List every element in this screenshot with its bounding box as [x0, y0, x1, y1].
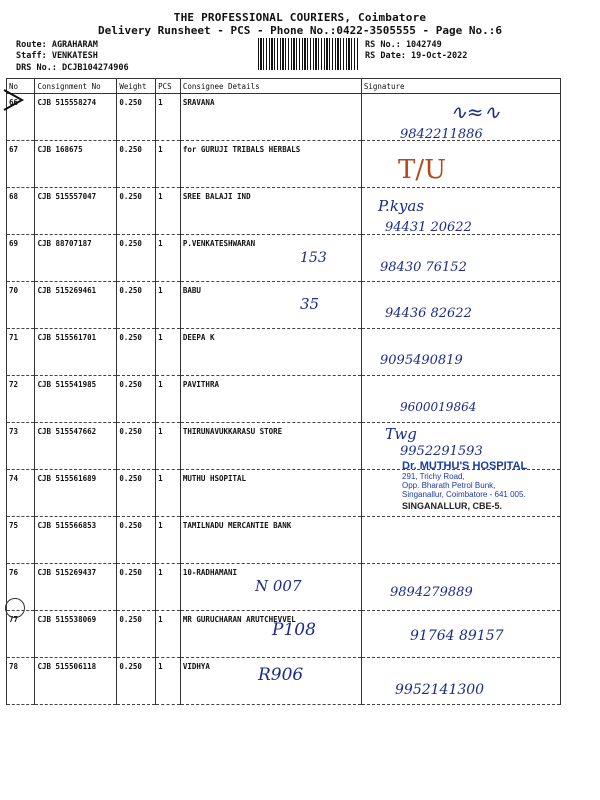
pcs-count: 1: [156, 611, 181, 658]
sign-76b: 9894279889: [390, 585, 473, 600]
weight: 0.250: [117, 141, 156, 188]
weight: 0.250: [117, 329, 156, 376]
col-no: No: [7, 79, 35, 94]
pcs-count: 1: [156, 376, 181, 423]
consignment-number: CJB 515561689: [35, 470, 117, 517]
row-number: 76: [7, 564, 35, 611]
pcs-count: 1: [156, 235, 181, 282]
consignee-details: BABU: [180, 282, 361, 329]
stamp-name: Dr. MUTHU'S HOSPITAL: [402, 460, 528, 472]
arrow-mark: [2, 88, 26, 112]
consignee-details: MR GURUCHARAN ARUTCHEVVEL: [180, 611, 361, 658]
consignee-details: P.VENKATESHWARAN: [180, 235, 361, 282]
company-title: THE PROFESSIONAL COURIERS, Coimbatore: [173, 11, 427, 24]
sign-68b: 94431 20622: [385, 220, 472, 235]
consignment-number: CJB 515269437: [35, 564, 117, 611]
consignment-number: CJB 515561701: [35, 329, 117, 376]
signature-cell: [361, 141, 560, 188]
weight: 0.250: [117, 423, 156, 470]
consignment-number: CJB 515566853: [35, 517, 117, 564]
consignee-details: MUTHU HSOPITAL: [180, 470, 361, 517]
pcs-count: 1: [156, 188, 181, 235]
table-row: [7, 376, 561, 423]
stamp-city: SINGANALLUR, CBE-5.: [402, 501, 503, 511]
pcs-count: 1: [156, 94, 181, 141]
sign-77b: 91764 89157: [410, 628, 504, 644]
pcs-count: 1: [156, 329, 181, 376]
consignee-details: 10-RADHAMANI: [180, 564, 361, 611]
weight: 0.250: [117, 94, 156, 141]
table-row: [7, 235, 561, 282]
consignment-number: CJB 515541985: [35, 376, 117, 423]
col-consignee: Consignee Details: [180, 79, 361, 94]
pcs-count: 1: [156, 282, 181, 329]
row-number: 73: [7, 423, 35, 470]
weight: 0.250: [117, 564, 156, 611]
pcs-count: 1: [156, 141, 181, 188]
row-number: 68: [7, 188, 35, 235]
row-number: 75: [7, 517, 35, 564]
weight: 0.250: [117, 658, 156, 705]
runsheet-table: [6, 78, 561, 705]
pcs-count: 1: [156, 470, 181, 517]
row-number: 69: [7, 235, 35, 282]
consignment-number: CJB 515557047: [35, 188, 117, 235]
consignee-details: PAVITHRA: [180, 376, 361, 423]
circle-mark: [5, 598, 25, 618]
sign-73a: Twg: [385, 425, 417, 443]
sign-73b: 9952291593: [400, 444, 483, 459]
sign-67: T/U: [398, 155, 447, 185]
runsheet-title: Delivery Runsheet - PCS - Phone No.:0422-3505555 - Page No.:6: [98, 24, 502, 37]
hospital-stamp: [402, 460, 587, 511]
consignee-details: for GURUJI TRIBALS HERBALS: [180, 141, 361, 188]
table-row: [7, 141, 561, 188]
weight: 0.250: [117, 376, 156, 423]
pcs-count: 1: [156, 658, 181, 705]
drs-label: DRS No.: DCJB104274906: [16, 63, 129, 73]
consignment-number: CJB 515538069: [35, 611, 117, 658]
weight: 0.250: [117, 235, 156, 282]
signature-cell: [361, 517, 560, 564]
row-number: 77: [7, 611, 35, 658]
row-number: 66: [7, 94, 35, 141]
row-number: 70: [7, 282, 35, 329]
row-number: 71: [7, 329, 35, 376]
rs-date: RS Date: 19-Oct-2022: [365, 51, 468, 61]
table-row: [7, 517, 561, 564]
weight: 0.250: [117, 517, 156, 564]
consignment-number: CJB 515547662: [35, 423, 117, 470]
rs-number: RS No.: 1042749: [365, 40, 442, 50]
sign-70b: 94436 82622: [385, 306, 472, 321]
sign-66-mark: ∿≈∿: [450, 100, 501, 124]
weight: 0.250: [117, 470, 156, 517]
stamp-addr2: Opp. Bharath Petrol Bunk,: [402, 481, 496, 490]
consignment-number: CJB 515506118: [35, 658, 117, 705]
sign-77a: P108: [272, 620, 316, 640]
table-row: [7, 329, 561, 376]
pcs-count: 1: [156, 564, 181, 611]
sign-69b: 98430 76152: [380, 260, 467, 275]
table-row: [7, 282, 561, 329]
consignee-details: THIRUNAVUKKARASU STORE: [180, 423, 361, 470]
sign-72: 9600019864: [400, 400, 477, 414]
consignment-number: CJB 88707187: [35, 235, 117, 282]
staff-label: Staff: VENKATESH: [16, 51, 98, 61]
consignee-details: VIDHYA: [180, 658, 361, 705]
sign-68a: P.kyas: [378, 197, 425, 215]
row-number: 67: [7, 141, 35, 188]
weight: 0.250: [117, 188, 156, 235]
signature-cell: [361, 376, 560, 423]
signature-cell: [361, 329, 560, 376]
stamp-addr1: 291, Trichy Road,: [402, 472, 465, 481]
sign-78b: 9952141300: [395, 682, 485, 698]
sign-76a: N 007: [255, 577, 302, 595]
sign-70a: 35: [300, 295, 320, 313]
consignee-details: SREE BALAJI IND: [180, 188, 361, 235]
sign-71: 9095490819: [380, 353, 463, 368]
row-number: 78: [7, 658, 35, 705]
col-consignment: Consignment No: [35, 79, 117, 94]
weight: 0.250: [117, 282, 156, 329]
consignment-number: CJB 515558274: [35, 94, 117, 141]
consignee-details: DEEPA K: [180, 329, 361, 376]
sign-66: 9842211886: [400, 127, 483, 142]
barcode: [258, 38, 358, 70]
row-number: 72: [7, 376, 35, 423]
stamp-addr3: Singanallur, Coimbatore - 641 005.: [402, 490, 526, 499]
sign-69a: 153: [300, 250, 327, 266]
table-header-row: [7, 79, 561, 94]
consignment-number: CJB 515269461: [35, 282, 117, 329]
signature-cell: [361, 282, 560, 329]
consignee-details: TAMILNADU MERCANTIE BANK: [180, 517, 361, 564]
route-label: Route: AGRAHARAM: [16, 40, 98, 50]
sign-78a: R906: [258, 665, 304, 685]
table-row: [7, 188, 561, 235]
row-number: 74: [7, 470, 35, 517]
col-signature: Signature: [361, 79, 560, 94]
pcs-count: 1: [156, 423, 181, 470]
weight: 0.250: [117, 611, 156, 658]
col-weight: Weight: [117, 79, 156, 94]
consignment-number: CJB 168675: [35, 141, 117, 188]
consignee-details: SRAVANA: [180, 94, 361, 141]
col-pcs: PCS: [156, 79, 181, 94]
pcs-count: 1: [156, 517, 181, 564]
